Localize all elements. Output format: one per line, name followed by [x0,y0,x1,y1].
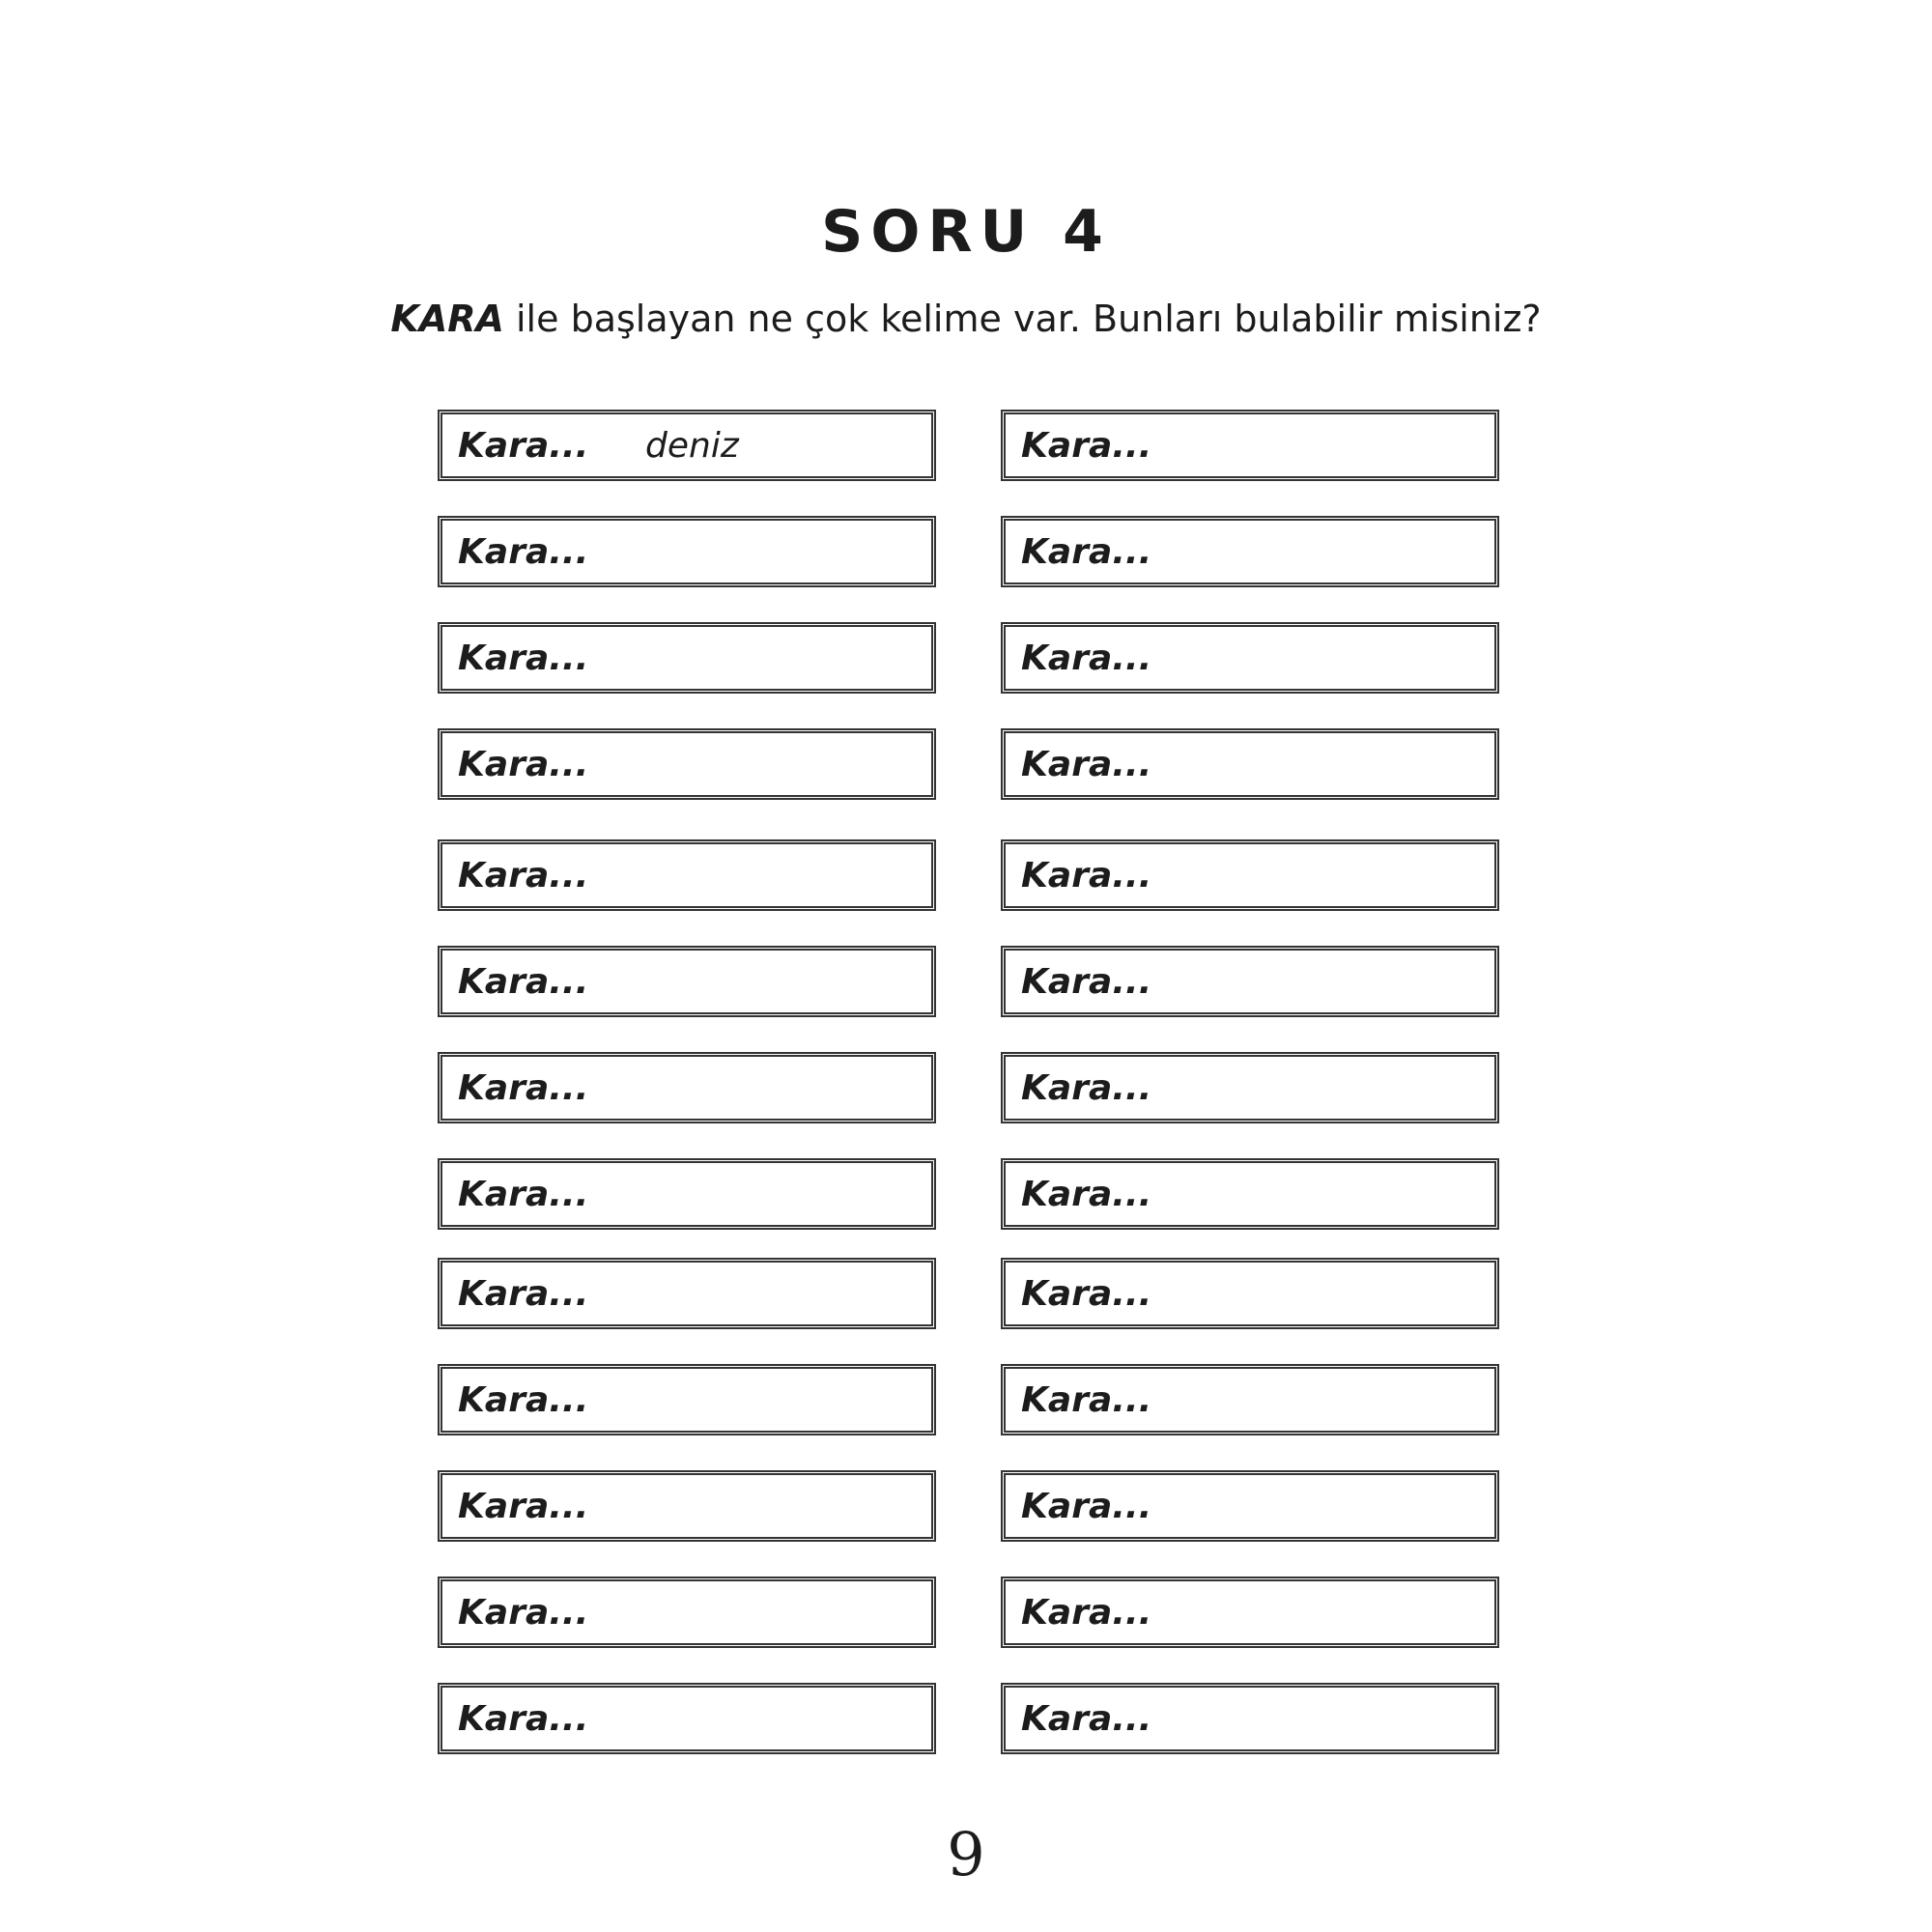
answer-prefix: Kara... [458,1699,589,1739]
answer-box-right-11[interactable] [1001,1470,1499,1542]
answer-box-left-2[interactable] [438,516,936,587]
answer-box-right-5[interactable] [1001,839,1499,911]
answer-prefix: Kara... [1021,639,1152,678]
answer-box-left-6[interactable] [438,946,936,1017]
answer-box-right-8[interactable] [1001,1158,1499,1230]
answer-box-right-1[interactable] [1001,410,1499,481]
answer-prefix: Kara... [1021,532,1152,572]
answer-prefix: Kara... [1021,1068,1152,1108]
answer-prefix: Kara... [1021,426,1152,466]
answer-prefix: Kara... [1021,856,1152,895]
answer-prefix: Kara... [458,532,589,572]
answer-prefix: Kara... [458,1380,589,1420]
answer-prefix: Kara... [458,1593,589,1633]
answer-prefix: Kara... [458,1487,589,1526]
answer-box-right-4[interactable] [1001,728,1499,800]
answer-prefix: Kara... [1021,962,1152,1002]
answer-box-left-3[interactable] [438,622,936,694]
answer-prefix: Kara... [1021,1699,1152,1739]
answer-box-left-13[interactable] [438,1683,936,1754]
instruction-keyword: KARA [390,298,504,340]
answer-box-left-7[interactable] [438,1052,936,1123]
answer-prefix: Kara... [1021,1175,1152,1214]
answer-prefix: Kara... [458,745,589,784]
instruction-rest: ile başlayan ne çok kelime var. Bunları bulabilir misiniz? [503,298,1542,340]
answer-box-right-6[interactable] [1001,946,1499,1017]
answer-prefix: Kara... [458,1175,589,1214]
answer-box-left-8[interactable] [438,1158,936,1230]
answer-box-right-7[interactable] [1001,1052,1499,1123]
answer-box-right-9[interactable] [1001,1258,1499,1329]
answer-box-right-10[interactable] [1001,1364,1499,1435]
answer-box-left-10[interactable] [438,1364,936,1435]
answer-prefix: Kara... [458,1068,589,1108]
answer-box-left-5[interactable] [438,839,936,911]
answer-box-right-3[interactable] [1001,622,1499,694]
answer-prefix: Kara... [458,1274,589,1314]
question-title: SORU 4 [821,198,1111,266]
answer-prefix: Kara... [458,426,589,466]
answer-box-left-11[interactable] [438,1470,936,1542]
answer-box-right-13[interactable] [1001,1683,1499,1754]
answer-prefix: Kara... [1021,1380,1152,1420]
answer-prefix: Kara... [1021,1487,1152,1526]
answer-prefix: Kara... [1021,1274,1152,1314]
answer-box-right-12[interactable] [1001,1577,1499,1648]
answer-box-left-12[interactable] [438,1577,936,1648]
answer-prefix: Kara... [458,962,589,1002]
page-number: 9 [947,1819,985,1889]
answer-prefix: Kara... [458,856,589,895]
answer-box-right-2[interactable] [1001,516,1499,587]
answer-text: deniz [645,426,739,466]
answer-prefix: Kara... [1021,1593,1152,1633]
answer-prefix: Kara... [1021,745,1152,784]
answer-box-left-9[interactable] [438,1258,936,1329]
answer-prefix: Kara... [458,639,589,678]
answer-box-left-1[interactable] [438,410,936,481]
answer-box-left-4[interactable] [438,728,936,800]
